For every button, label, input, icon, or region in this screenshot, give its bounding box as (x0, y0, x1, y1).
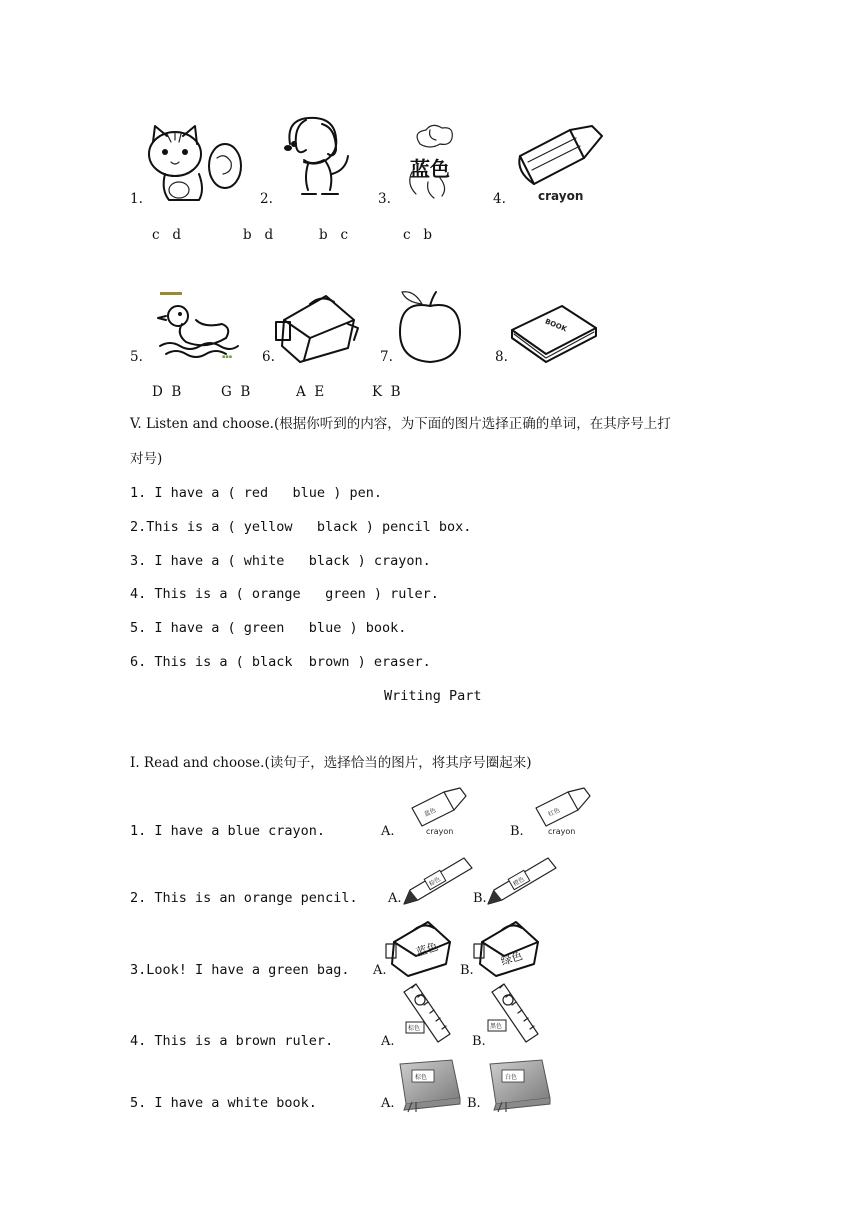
writing-part-heading: Writing Part (384, 688, 482, 704)
question-line: 2.This is a ( yellow black ) pencil box. (130, 519, 472, 535)
item-number: 4. (493, 191, 506, 207)
item-number: 6. (262, 349, 275, 365)
option-b[interactable]: B. (473, 891, 487, 906)
option-a[interactable]: A. (381, 824, 395, 839)
question-line: 3.Look! I have a green bag. (130, 962, 350, 978)
blue-color-icon (400, 124, 470, 204)
item-number: 2. (260, 191, 273, 207)
color-label: 蓝色 (423, 806, 438, 819)
item-number: 3. (378, 191, 391, 207)
color-label: 红色 (547, 806, 562, 819)
option-b[interactable]: B. (472, 1034, 486, 1049)
item-number: 5. (130, 349, 143, 365)
apple-icon (394, 290, 466, 364)
question-line: 6. This is a ( black brown ) eraser. (130, 654, 431, 670)
color-label: 橙色 (511, 875, 526, 888)
letter-pair: G B (221, 384, 251, 400)
option-b[interactable]: B. (467, 1096, 481, 1111)
question-line: 2. This is an orange pencil. (130, 890, 358, 906)
book-option-b-icon[interactable] (482, 1054, 556, 1112)
svg-text:▪▪▪: ▪▪▪ (222, 354, 233, 360)
question-line: 4. This is a brown ruler. (130, 1033, 334, 1049)
book-icon (508, 300, 600, 366)
letter-pair: A E (296, 384, 325, 400)
duck-icon (156, 290, 240, 362)
crayon-caption: crayon (548, 827, 576, 836)
bag-option-a-icon[interactable] (384, 918, 456, 978)
option-a[interactable]: A. (381, 1034, 395, 1049)
book-caption: BOOK (543, 317, 568, 334)
pencil-option-a-icon[interactable] (400, 852, 478, 908)
letter-pair: K B (372, 384, 401, 400)
section-title: V. Listen and choose.(根据你听到的内容，为下面的图片选择正确的单词，在其序号上打 (130, 416, 671, 432)
section-title: I. Read and choose.(读句子，选择恰当的图片，将其序号圈起来) (130, 755, 532, 771)
question-line: 1. I have a ( red blue ) pen. (130, 485, 382, 501)
letter-pair: b d (243, 227, 274, 243)
book-option-a-icon[interactable] (392, 1054, 466, 1112)
color-label: 黑色 (490, 1023, 503, 1030)
option-a[interactable]: A. (373, 963, 387, 978)
letter-pair: c b (403, 227, 433, 243)
option-b[interactable]: B. (460, 963, 474, 978)
crayon-caption: crayon (426, 827, 454, 836)
color-label: 棕色 (415, 1074, 428, 1081)
letter-pair: b c (319, 227, 349, 243)
color-label: 白色 (505, 1074, 518, 1081)
crayon-option-b-icon[interactable] (532, 786, 592, 838)
crayon-caption: crayon (538, 189, 584, 203)
question-line: 1. I have a blue crayon. (130, 823, 326, 839)
option-a[interactable]: A. (388, 891, 402, 906)
color-label: 棕色 (408, 1025, 421, 1032)
color-label: 蓝色 (414, 939, 440, 960)
color-label: 棕色 (427, 875, 442, 888)
dog-icon (278, 114, 356, 200)
bag-icon (270, 290, 362, 364)
question-line: 3. I have a ( white black ) crayon. (130, 553, 431, 569)
option-b[interactable]: B. (510, 824, 524, 839)
cat-icon (143, 124, 243, 206)
option-a[interactable]: A. (381, 1096, 395, 1111)
question-line: 4. This is a ( orange green ) ruler. (130, 586, 439, 602)
section-title-cont: 对号) (130, 451, 163, 467)
question-line: 5. I have a ( green blue ) book. (130, 620, 407, 636)
color-label: 绿色 (499, 949, 525, 969)
ruler-option-b-icon[interactable] (486, 982, 544, 1046)
ruler-option-a-icon[interactable] (398, 982, 456, 1046)
color-chinese-label: 蓝色 (410, 157, 450, 181)
letter-pair: D B (152, 384, 182, 400)
question-line: 5. I have a white book. (130, 1095, 317, 1111)
letter-pair: c d (152, 227, 182, 243)
item-number: 7. (380, 349, 393, 365)
pencil-option-b-icon[interactable] (484, 852, 562, 908)
crayon-icon (512, 122, 607, 208)
bag-option-b-icon[interactable] (472, 918, 544, 978)
item-number: 8. (495, 349, 508, 365)
crayon-option-a-icon[interactable] (408, 786, 468, 838)
item-number: 1. (130, 191, 143, 207)
